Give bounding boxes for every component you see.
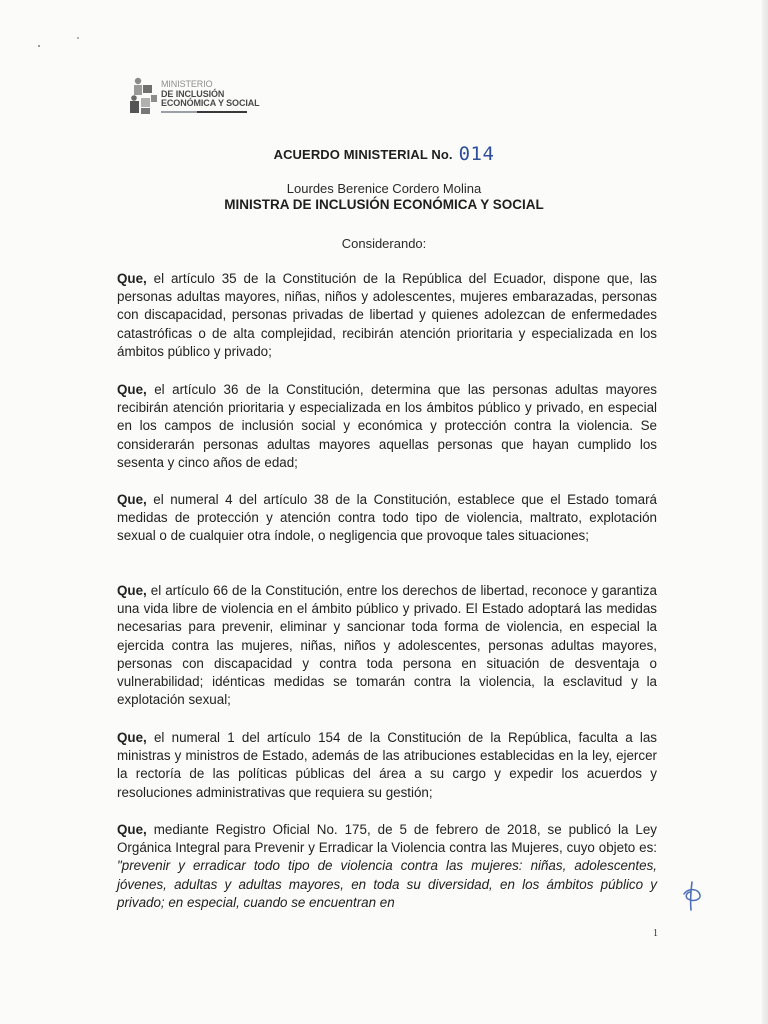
whereas-paragraph xyxy=(117,729,657,802)
whereas-keyword: Que, xyxy=(117,492,147,507)
minister-name: Lourdes Berenice Cordero Molina xyxy=(286,181,482,196)
whereas-keyword: Que, xyxy=(117,382,147,397)
agreement-label: ACUERDO MINISTERIAL No. xyxy=(273,147,453,162)
logo-line-1: MINISTERIO xyxy=(161,79,213,89)
logo-line-3: ECONÓMICA Y SOCIAL xyxy=(161,98,260,108)
page-number: 1 xyxy=(653,928,658,939)
ministry-logo xyxy=(128,76,278,120)
whereas-paragraph xyxy=(117,270,657,361)
minister-title: MINISTRA DE INCLUSIÓN ECONÓMICA Y SOCIAL xyxy=(224,197,544,212)
whereas-paragraph xyxy=(117,582,657,709)
paragraph-text: el numeral 1 del artículo 154 de la Constitución de la República, faculta a las ministras y ministros de Estado, además de las atribuciones establecidas en la ley, ejercer la rectoría de las políticas públicas del área a su cargo y expedir los acuerdos y resoluciones administrativas que requiera su gestión; xyxy=(117,730,657,800)
whereas-paragraph xyxy=(117,381,657,472)
paragraph-quote: "prevenir y erradicar todo tipo de violencia contra las mujeres: niñas, adolescentes, jóvenes, adultas y adultas mayores, en toda su diversidad, en los ámbitos público y privado; en especial, cuando se encuentran en xyxy=(117,858,657,910)
whereas-keyword: Que, xyxy=(117,730,147,745)
paragraph-text: el artículo 66 de la Constitución, entre los derechos de libertad, reconoce y garantiza una vida libre de violencia en el ámbito público y privado. El Estado adoptará las medidas necesarias para prevenir, eliminar y sancionar toda forma de violencia, en especial la ejercida contra las mujeres, niñas, niños y adolescentes, personas adultas mayores, personas con discapacidad y contra toda persona en situación de desventaja o vulnerabilidad; idénticas medidas se tomarán contra la violencia, la esclavitud y la explotación sexual; xyxy=(117,583,657,708)
considering-heading: Considerando: xyxy=(341,236,427,251)
paragraph-text: el numeral 4 del artículo 38 de la Constitución, establece que el Estado tomará medidas de protección y atención contra todo tipo de violencia, maltrato, explotación sexual o de cualquier otra índole, o negligencia que provoque tales situaciones; xyxy=(117,492,657,544)
scan-specks xyxy=(36,34,96,54)
ministry-logo-text xyxy=(161,80,260,109)
whereas-keyword: Que, xyxy=(117,271,147,286)
handwritten-initials xyxy=(676,880,706,912)
agreement-heading xyxy=(0,142,768,164)
paragraph-text: mediante Registro Oficial No. 175, de 5 de febrero de 2018, se publicó la Ley Orgánica Integral para Prevenir y Erradicar la Violencia contra las Mujeres, cuyo objeto es: xyxy=(117,822,657,856)
whereas-keyword: Que, xyxy=(117,822,147,837)
whereas-keyword: Que, xyxy=(117,583,147,598)
logo-line-2: DE INCLUSIÓN xyxy=(161,88,225,99)
agreement-number: 014 xyxy=(458,143,495,165)
logo-underline-accent xyxy=(161,111,197,113)
ministry-logo-icon xyxy=(128,76,158,116)
paragraph-text: el artículo 35 de la Constitución de la República del Ecuador, dispone que, las personas adultas mayores, niñas, niños y adolescentes, mujeres embarazadas, personas con discapacidad, personas privadas de libertad y quienes adolezcan de enfermedades catastróficas o de alta complejidad, recibirán atención prioritaria y especializada en los ámbitos público y privado; xyxy=(117,271,657,359)
whereas-paragraph xyxy=(117,821,657,912)
paragraph-text: el artículo 36 de la Constitución, determina que las personas adultas mayores recibirán atención prioritaria y especializada en los ámbitos público y privado, en especial en los campos de inclusión social y económica y protección contra la violencia. Se considerarán personas adultas mayores aquellas personas que hayan cumplido los sesenta y cinco años de edad; xyxy=(117,382,657,470)
whereas-paragraph xyxy=(117,491,657,546)
